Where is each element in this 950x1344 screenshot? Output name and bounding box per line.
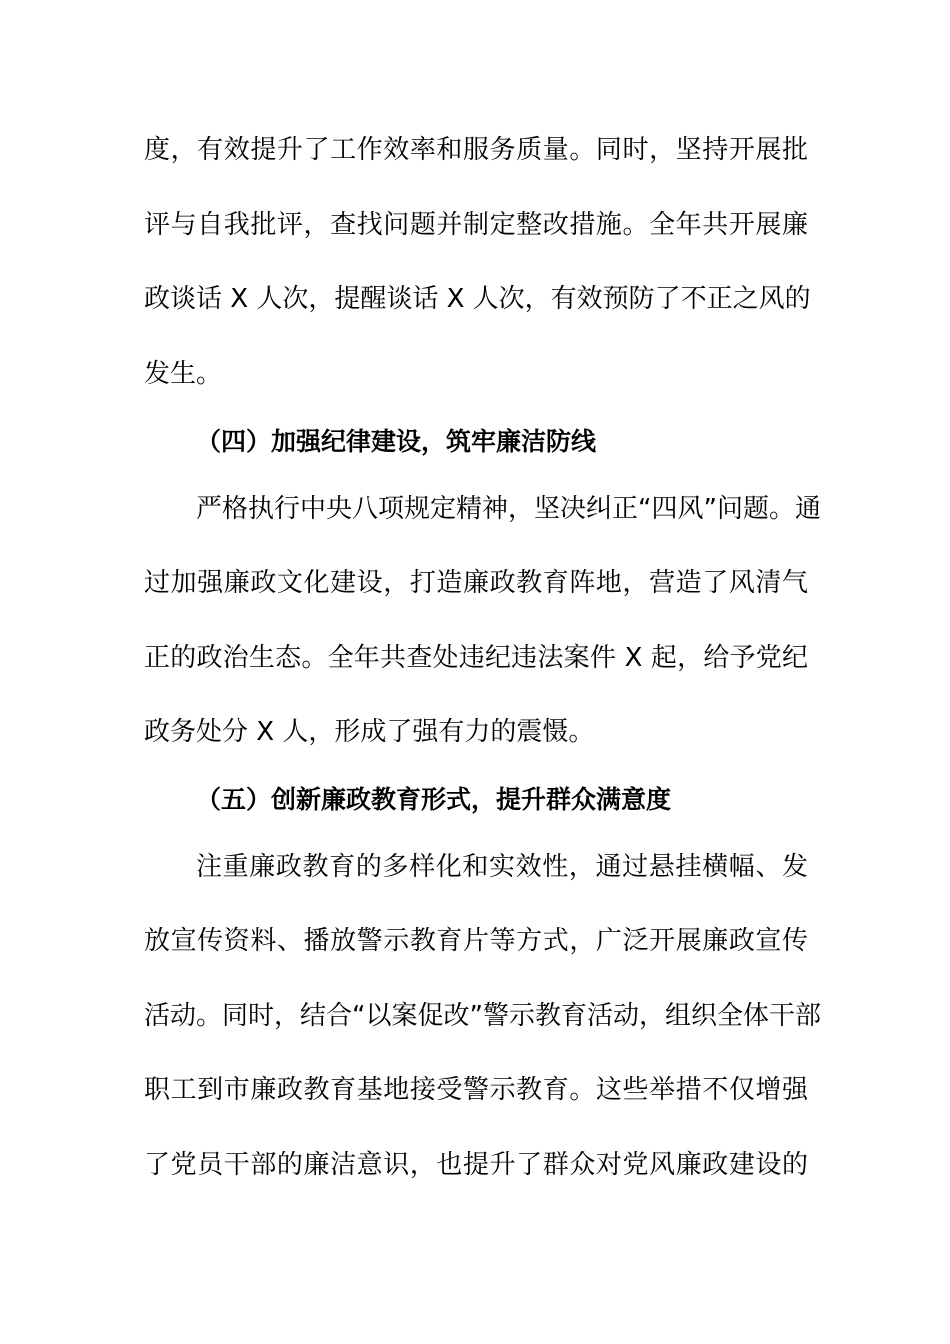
paragraph-line: 注重廉政教育的多样化和实效性，通过悬挂横幅、发 [196,852,808,882]
paragraph-line: 政谈话 X 人次，提醒谈话 X 人次，有效预防了不正之风的 [144,284,811,314]
paragraph-line: 严格执行中央八项规定精神，坚决纠正“四风”问题。通 [196,494,821,524]
paragraph-line: 政务处分 X 人，形成了强有力的震慑。 [144,717,595,747]
paragraph-line: 发生。 [144,359,223,389]
paragraph-line: 了党员干部的廉洁意识，也提升了群众对党风廉政建设的 [144,1150,808,1180]
section-heading-4: （四）加强纪律建设，筑牢廉洁防线 [196,427,597,456]
paragraph-line: 正的政治生态。全年共查处违纪违法案件 X 起，给予党纪 [144,643,808,673]
paragraph-line: 度，有效提升了工作效率和服务质量。同时，坚持开展批 [144,135,808,165]
paragraph-line: 放宣传资料、播放警示教育片等方式，广泛开展廉政宣传 [144,926,808,956]
paragraph-line: 活动。同时，结合“以案促改”警示教育活动，组织全体干部 [144,1001,821,1031]
paragraph-line: 评与自我批评，查找问题并制定整改措施。全年共开展廉 [144,210,808,240]
section-heading-5: （五）创新廉政教育形式，提升群众满意度 [196,785,672,814]
paragraph-line: 过加强廉政文化建设，打造廉政教育阵地，营造了风清气 [144,568,808,598]
paragraph-line: 职工到市廉政教育基地接受警示教育。这些举措不仅增强 [144,1075,808,1105]
